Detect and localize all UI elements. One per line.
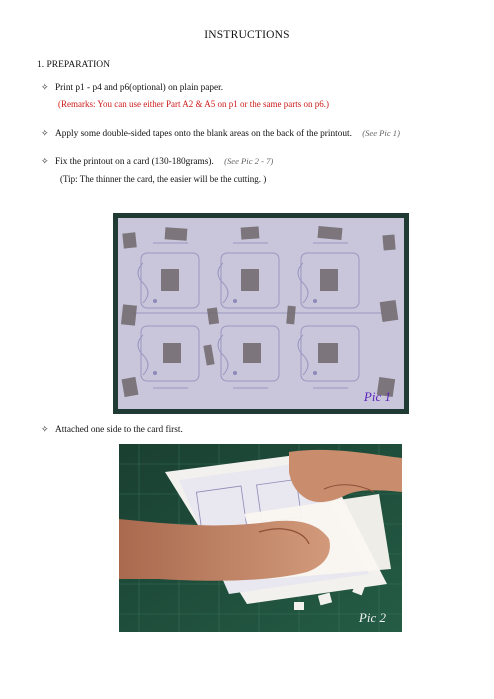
bullet-card (41, 156, 273, 167)
diamond-bullet-icon: ✧ (41, 82, 49, 92)
pic-1-label: Pic 1 (363, 389, 391, 404)
bullet-print (41, 82, 223, 93)
bullet-attach (41, 424, 183, 435)
diamond-bullet-icon: ✧ (41, 156, 49, 166)
tip-text: (Tip: The thinner the card, the easier will be the cutting. ) (60, 174, 267, 184)
bullet-card-text: Fix the printout on a card (130-180grams). (55, 157, 214, 167)
diamond-bullet-icon: ✧ (41, 424, 49, 434)
pic-2-label: Pic 2 (358, 610, 386, 625)
page-title: INSTRUCTIONS (204, 29, 290, 41)
hands-attaching-illustration (119, 444, 402, 632)
pic-reference: (See Pic 2 - 7) (224, 156, 274, 166)
pic-reference: (See Pic 1) (362, 128, 400, 138)
section-heading: 1. PREPARATION (37, 60, 111, 70)
printout-illustration (113, 213, 409, 414)
pic-1-printout-photo (113, 213, 409, 414)
bullet-print-text: Print p1 - p4 and p6(optional) on plain paper. (55, 83, 224, 93)
bullet-tape (41, 128, 400, 139)
pic-2-hands-photo (119, 444, 402, 632)
bullet-attach-text: Attached one side to the card first. (55, 425, 183, 435)
remark-text: (Remarks: You can use either Part A2 & A5 on p1 or the same parts on p6.) (58, 99, 329, 109)
bullet-tape-text: Apply some double-sided tapes onto the blank areas on the back of the printout. (55, 129, 352, 139)
diamond-bullet-icon: ✧ (41, 128, 49, 138)
